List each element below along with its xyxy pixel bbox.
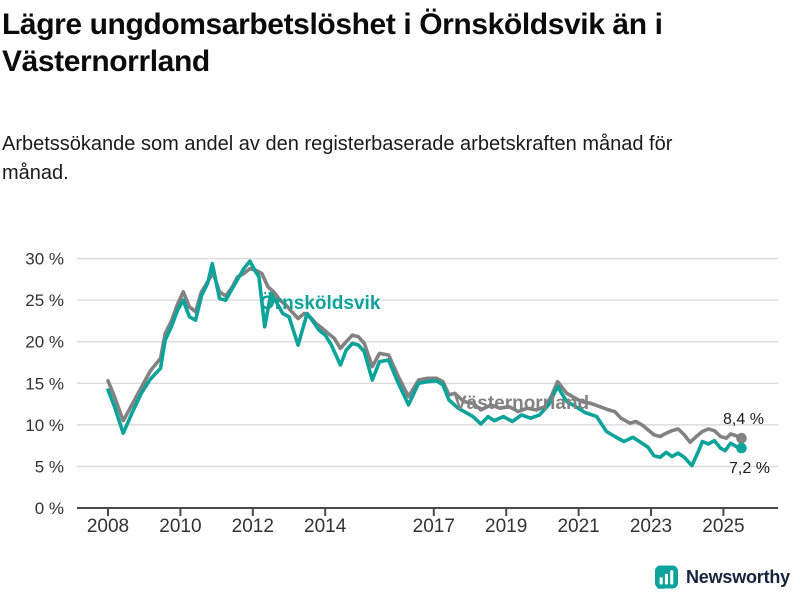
subtitle: Arbetssökande som andel av den registerbaserade arbetskraften månad för månad. bbox=[2, 133, 673, 184]
y-tick-label: 30 % bbox=[25, 249, 64, 269]
x-tick-label: 2012 bbox=[231, 516, 274, 537]
series-end-dot-västernorrland bbox=[736, 433, 747, 444]
x-tick-label: 2014 bbox=[304, 516, 347, 537]
x-tick-label: 2023 bbox=[629, 516, 673, 537]
x-tick-label: 2010 bbox=[159, 516, 202, 537]
newsworthy-logo-icon bbox=[654, 565, 679, 590]
series-line-örnsköldsvik bbox=[108, 261, 742, 466]
y-tick-label: 15 % bbox=[25, 374, 64, 394]
y-tick-label: 20 % bbox=[25, 332, 64, 352]
y-tick-label: 10 % bbox=[25, 415, 64, 435]
y-tick-label: 5 % bbox=[34, 457, 64, 477]
end-value-label-västernorrland: 8,4 % bbox=[723, 411, 764, 428]
brand-name: Newsworthy bbox=[685, 567, 790, 587]
y-tick-label: 25 % bbox=[25, 291, 64, 311]
end-value-label-örnsköldsvik: 7,2 % bbox=[729, 460, 770, 477]
x-tick-label: 2019 bbox=[485, 516, 528, 537]
page-title: Lägre ungdomsarbetslöshet i Örnsköldsvik än i Västernorrland bbox=[2, 8, 663, 78]
series-label-västernorrland: Västernorrland bbox=[454, 393, 590, 414]
series-end-dot-örnsköldsvik bbox=[736, 443, 747, 454]
x-tick-label: 2025 bbox=[702, 516, 745, 537]
x-tick-label: 2017 bbox=[412, 516, 455, 537]
y-tick-label: 0 % bbox=[34, 499, 64, 518]
x-tick-label: 2021 bbox=[557, 516, 600, 537]
series-label-örnsköldsvik: Örnsköldsvik bbox=[260, 293, 381, 314]
x-tick-label: 2008 bbox=[86, 516, 130, 537]
brand-footer bbox=[654, 565, 790, 590]
